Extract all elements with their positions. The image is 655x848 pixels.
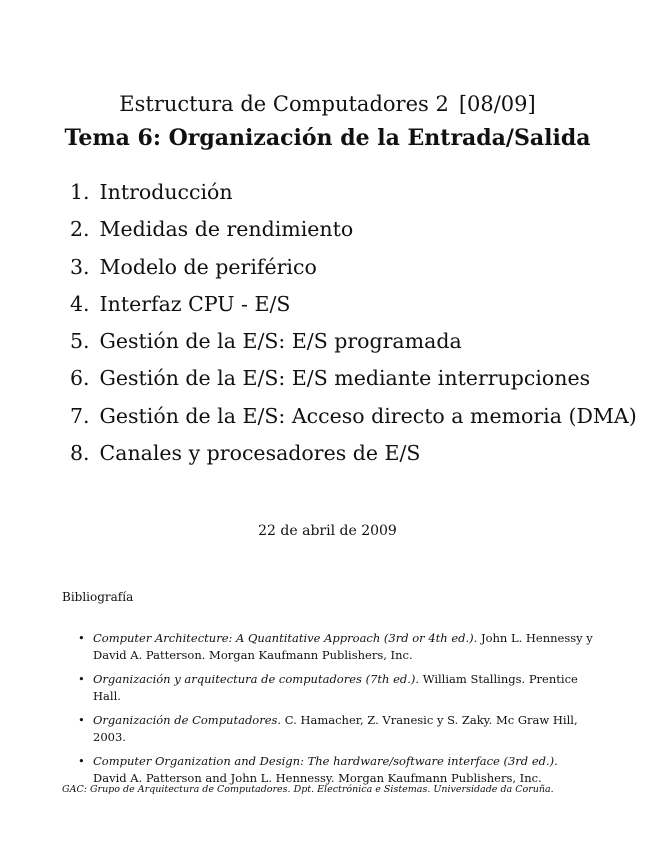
toc-item xyxy=(70,439,630,476)
book-title: Computer Organization and Design: The hardware/software interface (3rd ed.). xyxy=(93,754,558,768)
bullet-icon: • xyxy=(78,754,85,768)
course-code: [08/09] xyxy=(458,92,536,116)
bibliography-item xyxy=(78,630,593,663)
book-details: John L. Hennessy y David A. Patterson. Morgan Kaufmann Publishers, Inc. xyxy=(93,631,593,662)
bullet-icon: • xyxy=(78,713,85,727)
toc-item xyxy=(70,290,630,327)
toc-text: Interfaz CPU - E/S xyxy=(99,291,291,316)
bibliography-item xyxy=(78,712,593,745)
toc-number: 2. xyxy=(70,217,90,242)
toc-number: 8. xyxy=(70,441,90,466)
bibliography-item xyxy=(78,671,593,704)
toc-number: 7. xyxy=(70,403,90,428)
bibliography-list xyxy=(78,630,593,794)
bibliography-item xyxy=(78,753,593,786)
toc-item xyxy=(70,327,630,364)
toc-text: Canales y procesadores de E/S xyxy=(99,441,421,466)
toc-text: Gestión de la E/S: E/S programada xyxy=(99,329,462,354)
bullet-icon: • xyxy=(78,631,85,645)
book-details: C. Hamacher, Z. Vranesic y S. Zaky. Mc Graw Hill, 2003. xyxy=(93,713,578,744)
toc-text: Modelo de periférico xyxy=(99,254,317,279)
course-name: Estructura de Computadores 2 xyxy=(119,92,449,116)
toc-item xyxy=(70,364,630,401)
toc-text: Medidas de rendimiento xyxy=(99,217,354,242)
book-title: Computer Architecture: A Quantitative Approach (3rd or 4th ed.). xyxy=(93,631,478,645)
topic-title: Tema 6: Organización de la Entrada/Salida xyxy=(64,125,591,151)
toc-item xyxy=(70,402,637,439)
toc-item xyxy=(70,253,630,290)
toc-number: 3. xyxy=(70,254,90,279)
toc-text: Gestión de la E/S: E/S mediante interrupciones xyxy=(99,366,591,391)
toc-text: Gestión de la E/S: Acceso directo a memoria (DMA) xyxy=(99,403,637,428)
document-date: 22 de abril de 2009 xyxy=(258,523,397,539)
footer-affiliation: GAC: Grupo de Arquitectura de Computadores. Dpt. Electrónica e Sistemas. Universidade da Coruña. xyxy=(62,784,554,795)
toc-number: 1. xyxy=(70,180,90,204)
bibliography-heading: Bibliografía xyxy=(62,590,134,604)
toc-number: 6. xyxy=(70,366,90,391)
book-details: David A. Patterson and John L. Hennessy. Morgan Kaufmann Publishers, Inc. xyxy=(93,770,542,785)
toc-number: 5. xyxy=(70,329,90,354)
book-details: William Stallings. Prentice Hall. xyxy=(93,672,578,703)
toc-number: 4. xyxy=(70,291,90,316)
book-title: Organización de Computadores. xyxy=(93,713,282,727)
book-title: Organización y arquitectura de computadores (7th ed.). xyxy=(93,672,420,686)
toc-item xyxy=(70,178,630,215)
course-header xyxy=(0,92,655,116)
toc-item xyxy=(70,215,630,252)
bullet-icon: • xyxy=(78,672,85,686)
table-of-contents xyxy=(70,178,637,476)
toc-text: Introducción xyxy=(99,180,233,204)
